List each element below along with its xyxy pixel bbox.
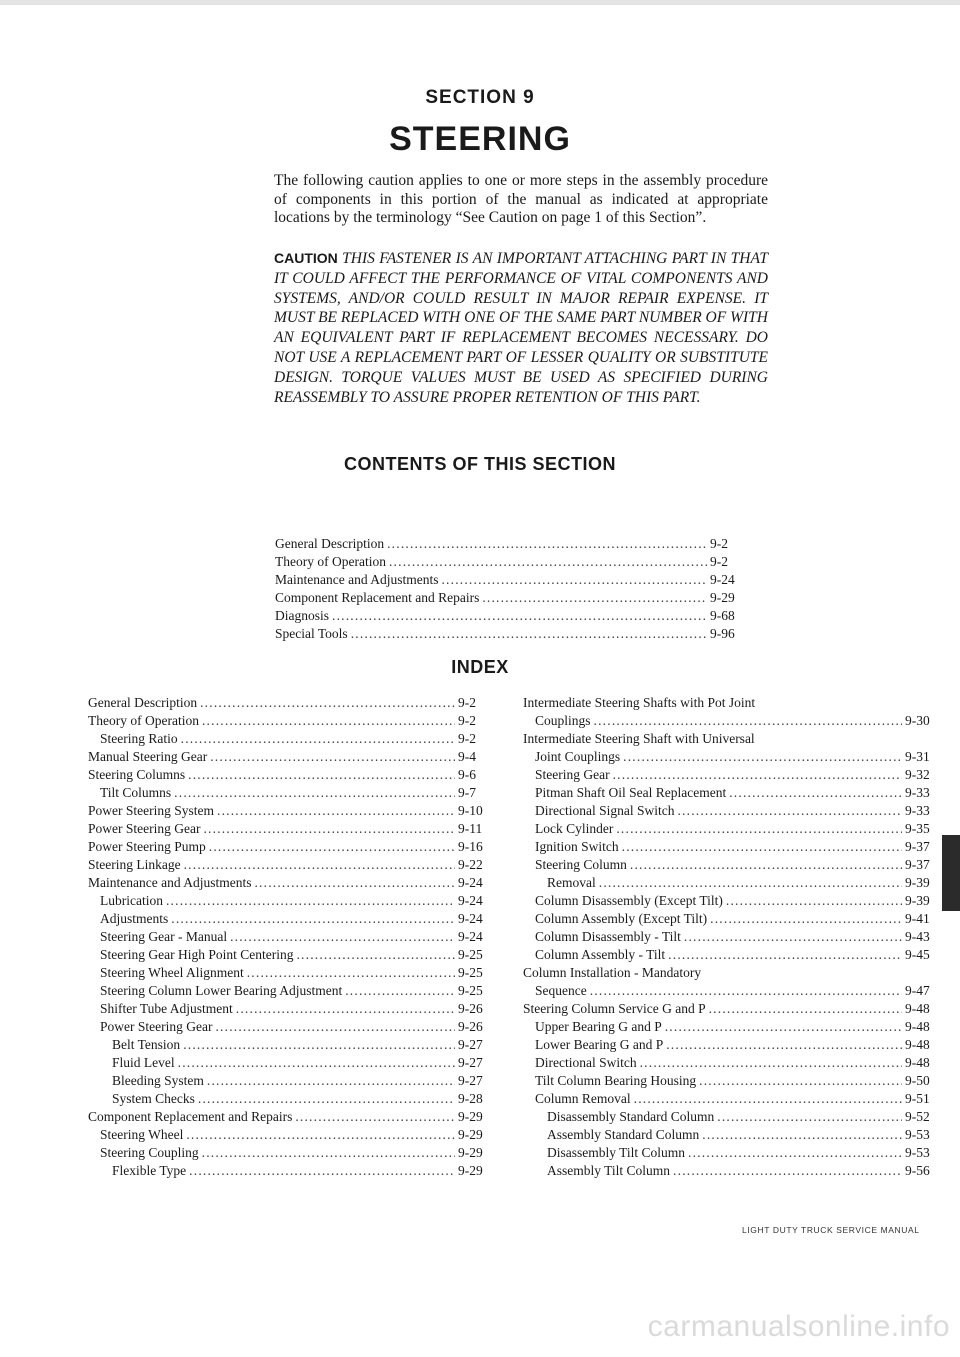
entry-title: Steering Columns	[88, 767, 186, 782]
watermark: carmanualsonline.info	[647, 1310, 950, 1343]
entry-title: Ignition Switch	[535, 839, 619, 854]
caution-paragraph	[274, 249, 768, 407]
entry-page: 9-33	[905, 785, 930, 800]
contents-entry[interactable]	[275, 571, 738, 589]
index-entry[interactable]	[523, 802, 935, 820]
dot-leader	[634, 1090, 902, 1108]
index-entry[interactable]	[523, 910, 935, 928]
dot-leader	[622, 838, 902, 856]
entry-title: General Description	[275, 536, 385, 551]
dot-leader	[710, 910, 902, 928]
dot-leader	[236, 1000, 455, 1018]
index-entry[interactable]	[523, 730, 935, 748]
dot-leader	[207, 1072, 455, 1090]
index-entry[interactable]	[88, 910, 488, 928]
entry-page: 9-96	[710, 626, 735, 641]
entry-title: Lubrication	[100, 893, 163, 908]
entry-title: Flexible Type	[112, 1163, 187, 1178]
entry-page: 9-25	[458, 947, 483, 962]
entry-title: Disassembly Standard Column	[547, 1109, 715, 1124]
entry-page: 9-41	[905, 911, 930, 926]
entry-page: 9-2	[458, 695, 476, 710]
entry-title: Belt Tension	[112, 1037, 181, 1052]
dot-leader	[217, 802, 455, 820]
entry-title: Steering Gear - Manual	[100, 929, 228, 944]
dot-leader	[215, 1018, 455, 1036]
dot-leader	[702, 1126, 902, 1144]
dot-leader	[441, 571, 707, 589]
entry-page: 9-28	[458, 1091, 483, 1106]
dot-leader	[668, 946, 902, 964]
contents-entry[interactable]	[275, 535, 738, 553]
entry-page: 9-53	[905, 1127, 930, 1142]
dot-leader	[174, 784, 455, 802]
dot-leader	[171, 910, 455, 928]
entry-page: 9-27	[458, 1073, 483, 1088]
index-entry[interactable]	[523, 1000, 935, 1018]
dot-leader	[186, 1126, 455, 1144]
dot-leader	[295, 1108, 455, 1126]
entry-title: Steering Wheel Alignment	[100, 965, 244, 980]
entry-title: Assembly Tilt Column	[547, 1163, 671, 1178]
entry-title: Removal	[547, 875, 596, 890]
index-entry[interactable]	[88, 1054, 488, 1072]
entry-page: 9-10	[458, 803, 483, 818]
entry-page: 9-68	[710, 608, 735, 623]
entry-page: 9-35	[905, 821, 930, 836]
dot-leader	[665, 1018, 902, 1036]
entry-title: Assembly Standard Column	[547, 1127, 700, 1142]
entry-title: Steering Column	[535, 857, 627, 872]
entry-page: 9-25	[458, 983, 483, 998]
entry-page: 9-52	[905, 1109, 930, 1124]
entry-title: Tilt Column Bearing Housing	[535, 1073, 697, 1088]
index-entry[interactable]	[523, 964, 935, 982]
entry-page: 9-39	[905, 893, 930, 908]
entry-page: 9-24	[458, 875, 483, 890]
index-entry[interactable]	[523, 874, 935, 892]
entry-page: 9-39	[905, 875, 930, 890]
section-number: SECTION 9	[425, 87, 535, 108]
index-entry[interactable]	[88, 820, 488, 838]
dot-leader	[684, 928, 902, 946]
entry-page: 9-7	[458, 785, 476, 800]
entry-title: Theory of Operation	[275, 554, 386, 569]
dot-leader	[616, 820, 902, 838]
entry-page: 9-48	[905, 1019, 930, 1034]
entry-page: 9-2	[710, 554, 728, 569]
index-entry[interactable]	[88, 856, 488, 874]
entry-title: Lock Cylinder	[535, 821, 614, 836]
top-edge-rule	[0, 0, 960, 5]
entry-title: Steering Wheel	[100, 1127, 184, 1142]
entry-page: 9-26	[458, 1001, 483, 1016]
entry-title: System Checks	[112, 1091, 195, 1106]
index-entry[interactable]	[523, 1054, 935, 1072]
entry-page: 9-26	[458, 1019, 483, 1034]
entry-title: Power Steering System	[88, 803, 214, 818]
entry-page: 9-25	[458, 965, 483, 980]
entry-title: Disassembly Tilt Column	[547, 1145, 686, 1160]
index-entry[interactable]	[88, 748, 488, 766]
dot-leader	[254, 874, 455, 892]
entry-title: Maintenance and Adjustments	[275, 572, 439, 587]
entry-title: Steering Ratio	[100, 731, 178, 746]
entry-page: 9-2	[710, 536, 728, 551]
entry-page: 9-47	[905, 983, 930, 998]
index-entry[interactable]	[88, 766, 488, 784]
entry-title: Power Steering Pump	[88, 839, 206, 854]
contents-list	[275, 535, 738, 643]
entry-page: 9-56	[905, 1163, 930, 1178]
entry-page: 9-4	[458, 749, 476, 764]
entry-title: Column Disassembly - Tilt	[535, 929, 681, 944]
index-entry[interactable]	[523, 946, 935, 964]
dot-leader	[200, 694, 455, 712]
entry-page: 9-29	[458, 1109, 483, 1124]
intro-paragraph: The following caution applies to one or more steps in the assembly procedure of components in this portion of the manual as indicated at appropriate locations by the terminology “See Caution on page 1 of this Section”.	[274, 172, 768, 226]
index-left-column	[88, 694, 488, 1180]
entry-page: 9-24	[710, 572, 735, 587]
entry-title: Joint Couplings	[535, 749, 621, 764]
entry-title: Steering Linkage	[88, 857, 181, 872]
index-entry[interactable]	[523, 1144, 935, 1162]
dot-leader	[599, 874, 902, 892]
entry-title: Upper Bearing G and P	[535, 1019, 662, 1034]
dot-leader	[198, 1090, 455, 1108]
dot-leader	[203, 820, 455, 838]
entry-title: Tilt Columns	[100, 785, 172, 800]
entry-page: 9-2	[458, 713, 476, 728]
entry-page: 9-24	[458, 911, 483, 926]
index-entry[interactable]	[523, 784, 935, 802]
dot-leader	[677, 802, 902, 820]
entry-page: 9-53	[905, 1145, 930, 1160]
index-right-column	[523, 694, 935, 1180]
dot-leader	[726, 892, 902, 910]
entry-page: 9-51	[905, 1091, 930, 1106]
dot-leader	[709, 1000, 902, 1018]
index-entry[interactable]	[523, 1090, 935, 1108]
dot-leader	[482, 589, 707, 607]
index-entry[interactable]	[88, 1072, 488, 1090]
dot-leader	[181, 730, 455, 748]
entry-title: Component Replacement and Repairs	[88, 1109, 293, 1124]
index-entry[interactable]	[88, 1108, 488, 1126]
entry-title: Steering Coupling	[100, 1145, 199, 1160]
entry-title: Fluid Level	[112, 1055, 175, 1070]
contents-entry[interactable]	[275, 607, 738, 625]
entry-page: 9-37	[905, 839, 930, 854]
entry-title: Adjustments	[100, 911, 169, 926]
entry-page: 9-2	[458, 731, 476, 746]
contents-entry[interactable]	[275, 589, 738, 607]
footer-manual-title: LIGHT DUTY TRUCK SERVICE MANUAL	[742, 1225, 920, 1235]
dot-leader	[699, 1072, 902, 1090]
entry-page: 9-33	[905, 803, 930, 818]
entry-page: 9-45	[905, 947, 930, 962]
dot-leader	[666, 1036, 902, 1054]
index-entry[interactable]	[523, 748, 935, 766]
entry-title: Shifter Tube Adjustment	[100, 1001, 233, 1016]
dot-leader	[230, 928, 455, 946]
entry-title: Manual Steering Gear	[88, 749, 208, 764]
index-entry[interactable]	[523, 892, 935, 910]
index-entry[interactable]	[523, 1018, 935, 1036]
dot-leader	[202, 712, 455, 730]
entry-page: 9-48	[905, 1001, 930, 1016]
index-entry[interactable]	[88, 784, 488, 802]
index-entry[interactable]	[88, 802, 488, 820]
index-entry[interactable]	[523, 712, 935, 730]
index-entry[interactable]	[88, 1162, 488, 1180]
dot-leader	[345, 982, 455, 1000]
entry-title: Special Tools	[275, 626, 348, 641]
entry-title: Couplings	[535, 713, 591, 728]
index-entry[interactable]	[523, 838, 935, 856]
index-entry[interactable]	[523, 766, 935, 784]
section-thumb-tab	[942, 835, 960, 911]
entry-title: Column Assembly - Tilt	[535, 947, 666, 962]
entry-page: 9-29	[458, 1145, 483, 1160]
entry-title: Lower Bearing G and P	[535, 1037, 664, 1052]
dot-leader	[202, 1144, 455, 1162]
dot-leader	[188, 766, 455, 784]
entry-page: 9-50	[905, 1073, 930, 1088]
index-entry[interactable]	[523, 1126, 935, 1144]
dot-leader	[594, 712, 902, 730]
index-entry[interactable]	[88, 730, 488, 748]
dot-leader	[387, 535, 707, 553]
caution-text: THIS FASTENER IS AN IMPORTANT ATTACHING PART IN THAT IT COULD AFFECT THE PERFORMANCE OF VITAL COMPONENTS AND SYSTEMS, AND/OR COULD RESULT IN MAJOR REPAIR EXPENSE. IT MUST BE REPLACED WITH ONE OF THE SAME PART NUMBER OF WITH AN EQUIVALENT PART IF REPLACEMENT BECOMES NECESSARY. DO NOT USE A REPLACEMENT PART OF LESSER QUALITY OR SUBSTITUTE DESIGN. TORQUE VALUES MUST BE USED AS SPECIFIED DURING REASSEMBLY TO ASSURE PROPER RETENTION OF THIS PART.	[274, 250, 768, 406]
dot-leader	[332, 607, 707, 625]
index-entry[interactable]	[523, 1072, 935, 1090]
dot-leader	[729, 784, 902, 802]
index-entry[interactable]	[523, 1036, 935, 1054]
index-entry[interactable]	[523, 928, 935, 946]
entry-page: 9-32	[905, 767, 930, 782]
section-title: STEERING	[389, 120, 571, 158]
entry-title: Intermediate Steering Shafts with Pot Joint	[523, 695, 756, 710]
dot-leader	[613, 766, 902, 784]
entry-title: Intermediate Steering Shaft with Universal	[523, 731, 755, 746]
entry-title: Steering Gear High Point Centering	[100, 947, 294, 962]
index-entry[interactable]	[88, 946, 488, 964]
dot-leader	[184, 856, 455, 874]
index-entry[interactable]	[88, 874, 488, 892]
index-entry[interactable]	[523, 982, 935, 1000]
entry-page: 9-27	[458, 1055, 483, 1070]
entry-page: 9-22	[458, 857, 483, 872]
entry-title: Theory of Operation	[88, 713, 199, 728]
index-entry[interactable]	[523, 856, 935, 874]
dot-leader	[166, 892, 455, 910]
index-entry[interactable]	[88, 838, 488, 856]
entry-title: General Description	[88, 695, 198, 710]
entry-title: Column Assembly (Except Tilt)	[535, 911, 708, 926]
dot-leader	[209, 838, 455, 856]
entry-title: Column Removal	[535, 1091, 631, 1106]
entry-page: 9-48	[905, 1055, 930, 1070]
entry-page: 9-48	[905, 1037, 930, 1052]
entry-title: Pitman Shaft Oil Seal Replacement	[535, 785, 727, 800]
entry-title: Maintenance and Adjustments	[88, 875, 252, 890]
contents-entry[interactable]	[275, 625, 738, 643]
index-entry[interactable]	[523, 820, 935, 838]
index-entry[interactable]	[523, 1108, 935, 1126]
index-entry[interactable]	[88, 982, 488, 1000]
index-entry[interactable]	[88, 1126, 488, 1144]
dot-leader	[717, 1108, 902, 1126]
contents-entry[interactable]	[275, 553, 738, 571]
entry-title: Diagnosis	[275, 608, 329, 623]
entry-title: Steering Column Service G and P	[523, 1001, 706, 1016]
index-entry[interactable]	[523, 694, 935, 712]
entry-page: 9-16	[458, 839, 483, 854]
dot-leader	[630, 856, 902, 874]
entry-page: 9-43	[905, 929, 930, 944]
entry-page: 9-31	[905, 749, 930, 764]
index-entry[interactable]	[88, 1000, 488, 1018]
index-entry[interactable]	[88, 1090, 488, 1108]
entry-title: Directional Switch	[535, 1055, 637, 1070]
index-entry[interactable]	[88, 1144, 488, 1162]
entry-title: Sequence	[535, 983, 587, 998]
entry-title: Power Steering Gear	[88, 821, 201, 836]
dot-leader	[640, 1054, 902, 1072]
dot-leader	[389, 553, 707, 571]
entry-title: Steering Column Lower Bearing Adjustment	[100, 983, 343, 998]
dot-leader	[296, 946, 455, 964]
index-entry[interactable]	[88, 694, 488, 712]
index-entry[interactable]	[88, 1018, 488, 1036]
entry-title: Column Disassembly (Except Tilt)	[535, 893, 723, 908]
dot-leader	[351, 625, 707, 643]
entry-page: 9-30	[905, 713, 930, 728]
entry-title: Power Steering Gear	[100, 1019, 213, 1034]
entry-page: 9-29	[458, 1163, 483, 1178]
entry-page: 9-24	[458, 893, 483, 908]
dot-leader	[673, 1162, 902, 1180]
dot-leader	[247, 964, 455, 982]
dot-leader	[178, 1054, 455, 1072]
contents-heading: CONTENTS OF THIS SECTION	[343, 454, 616, 474]
entry-page: 9-6	[458, 767, 476, 782]
dot-leader	[210, 748, 455, 766]
caution-label: CAUTION	[274, 250, 338, 266]
dot-leader	[189, 1162, 455, 1180]
index-entry[interactable]	[88, 892, 488, 910]
index-entry[interactable]	[88, 928, 488, 946]
index-heading: INDEX	[451, 657, 509, 677]
entry-page: 9-29	[710, 590, 735, 605]
dot-leader	[183, 1036, 455, 1054]
entry-title: Column Installation - Mandatory	[523, 965, 702, 980]
dot-leader	[590, 982, 902, 1000]
entry-page: 9-37	[905, 857, 930, 872]
entry-page: 9-27	[458, 1037, 483, 1052]
dot-leader	[623, 748, 902, 766]
index-entry[interactable]	[88, 712, 488, 730]
entry-title: Bleeding System	[112, 1073, 204, 1088]
entry-title: Directional Signal Switch	[535, 803, 675, 818]
entry-page: 9-11	[458, 821, 483, 836]
entry-title: Component Replacement and Repairs	[275, 590, 480, 605]
index-entry[interactable]	[88, 1036, 488, 1054]
entry-title: Steering Gear	[535, 767, 610, 782]
index-entry[interactable]	[523, 1162, 935, 1180]
index-entry[interactable]	[88, 964, 488, 982]
entry-page: 9-29	[458, 1127, 483, 1142]
dot-leader	[688, 1144, 902, 1162]
entry-page: 9-24	[458, 929, 483, 944]
